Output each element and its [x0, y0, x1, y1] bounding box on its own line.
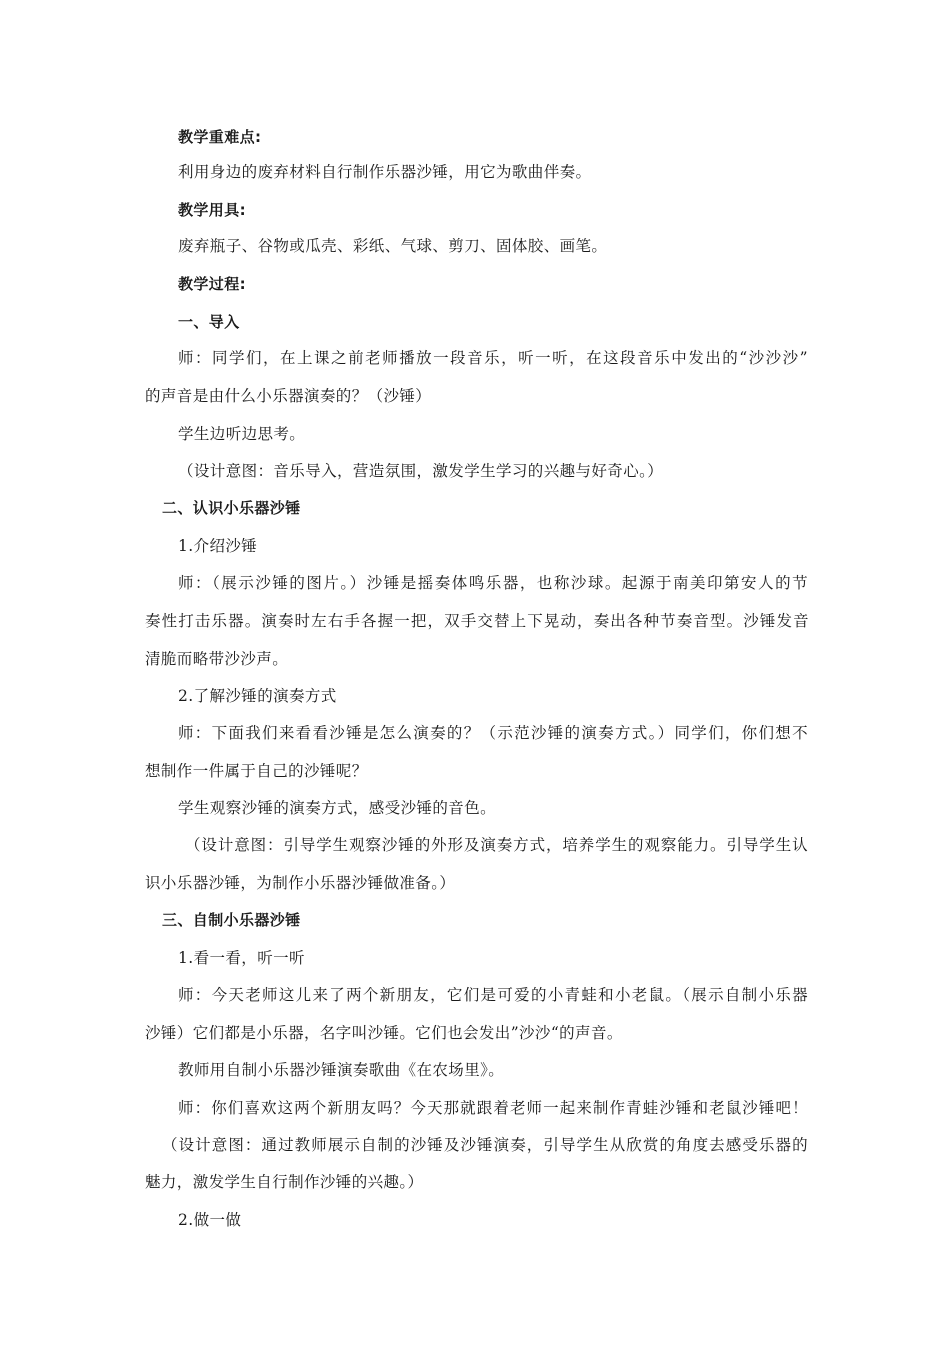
section-2-paragraph-2-line-2: 想制作一件属于自己的沙锤呢？ [145, 762, 368, 780]
tools-text: 废弃瓶子、谷物或瓜壳、彩纸、气球、剪刀、固体胶、画笔。 [178, 237, 608, 255]
section-3-paragraph-2: 教师用自制小乐器沙锤演奏歌曲《在农场里》。 [178, 1061, 505, 1079]
section-3-design-note-line-2: 魅力，激发学生自行制作沙锤的兴趣。） [145, 1173, 424, 1191]
section-3-subheading-1: 1.看一看，听一听 [178, 949, 305, 967]
section-2-subheading-2: 2.了解沙锤的演奏方式 [178, 687, 337, 705]
key-points-heading: 教学重难点: [178, 128, 262, 146]
section-3-subheading-2: 2.做一做 [178, 1211, 242, 1229]
section-2-design-note-line-2: 识小乐器沙锤，为制作小乐器沙锤做准备。） [145, 874, 456, 892]
section-2-paragraph-1-line-1: 师：（展示沙锤的图片。）沙锤是摇奏体鸣乐器，也称沙球。起源于南美印第安人的节 [178, 574, 808, 592]
tools-heading: 教学用具: [178, 201, 246, 219]
section-1-paragraph-1-line-2: 的声音是由什么小乐器演奏的？（沙锤） [145, 387, 432, 405]
section-2-heading: 二、认识小乐器沙锤 [162, 499, 301, 517]
section-2-paragraph-2-line-1: 师：下面我们来看看沙锤是怎么演奏的？（示范沙锤的演奏方式。）同学们，你们想不 [178, 724, 808, 742]
section-1-paragraph-1-line-1: 师：同学们，在上课之前老师播放一段音乐，听一听，在这段音乐中发出的“沙沙沙” [178, 349, 808, 367]
section-2-subheading-1: 1.介绍沙锤 [178, 537, 258, 555]
section-3-heading: 三、自制小乐器沙锤 [162, 911, 301, 929]
section-3-paragraph-1-line-2: 沙锤）它们都是小乐器，名字叫沙锤。它们也会发出”沙沙“的声音。 [145, 1024, 623, 1042]
section-2-paragraph-1-line-2: 奏性打击乐器。演奏时左右手各握一把，双手交替上下晃动，奏出各种节奏音型。沙锤发音 [145, 612, 809, 630]
section-1-heading: 一、导入 [178, 313, 240, 331]
section-3-design-note-line-1: （设计意图：通过教师展示自制的沙锤及沙锤演奏，引导学生从欣赏的角度去感受乐器的 [162, 1136, 808, 1154]
process-heading: 教学过程: [178, 275, 246, 293]
section-1-paragraph-2: 学生边听边思考。 [178, 425, 306, 443]
section-1-design-note: （设计意图：音乐导入，营造氛围，激发学生学习的兴趣与好奇心。） [178, 462, 664, 480]
section-3-paragraph-3: 师：你们喜欢这两个新朋友吗？今天那就跟着老师一起来制作青蛙沙锤和老鼠沙锤吧！ [178, 1099, 808, 1117]
section-3-paragraph-1-line-1: 师：今天老师这儿来了两个新朋友，它们是可爱的小青蛙和小老鼠。（展示自制小乐器 [178, 986, 808, 1004]
section-2-paragraph-1-line-3: 清脆而略带沙沙声。 [145, 650, 289, 668]
section-2-design-note-line-1: （设计意图：引导学生观察沙锤的外形及演奏方式，培养学生的观察能力。引导学生认 [185, 836, 808, 854]
key-points-text: 利用身边的废弃材料自行制作乐器沙锤，用它为歌曲伴奏。 [178, 163, 592, 181]
section-2-paragraph-3: 学生观察沙锤的演奏方式，感受沙锤的音色。 [178, 799, 497, 817]
